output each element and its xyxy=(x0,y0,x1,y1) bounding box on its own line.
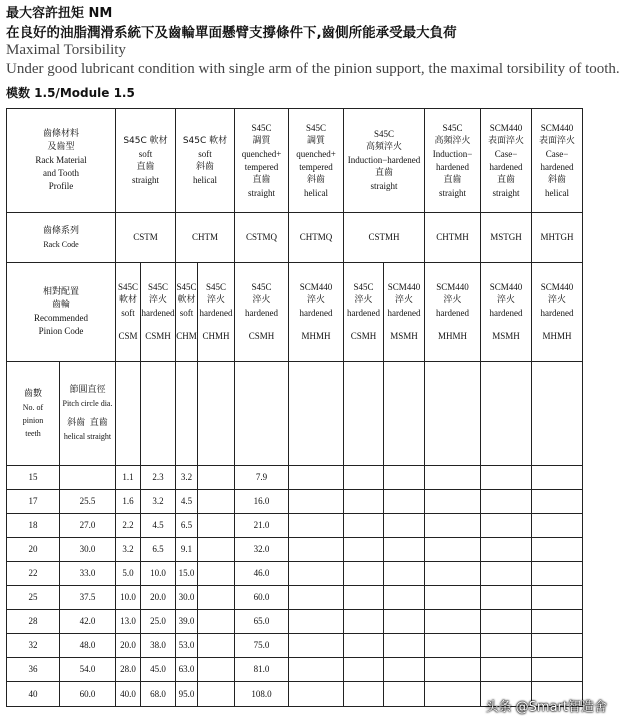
pinion-code: MHMH xyxy=(437,331,467,341)
torque-value: 46.0 xyxy=(235,562,289,586)
pinion-mat: SCM440 xyxy=(540,282,574,292)
teeth-value: 22 xyxy=(7,562,60,586)
material-line: S45C xyxy=(442,122,463,133)
torque-value: 30.0 xyxy=(176,586,198,610)
torque-value: 38.0 xyxy=(141,634,176,658)
torque-value: 1.1 xyxy=(116,466,141,490)
table-row xyxy=(7,514,583,538)
torque-value xyxy=(384,610,425,634)
material-line: 斜齒 xyxy=(547,174,566,185)
torque-value: 3.2 xyxy=(116,538,141,562)
pinion-treat: 淬火 xyxy=(496,295,515,305)
torque-value xyxy=(344,610,384,634)
pitch-label: 節圓直徑 Pitch circle dia. 斜齒 直齒 helical straight xyxy=(60,362,116,466)
material-line: 表面淬火 xyxy=(538,135,575,146)
material-cell xyxy=(289,109,344,213)
torque-value xyxy=(289,658,344,682)
pinion-row xyxy=(7,263,583,362)
page-title-cn: 最大容許扭矩 NM xyxy=(6,6,113,21)
pinion-treat-en: hardened xyxy=(199,308,233,318)
pinion-cell xyxy=(425,263,481,362)
pitch-value: 30.0 xyxy=(60,538,116,562)
torque-value xyxy=(384,490,425,514)
material-line: S45C xyxy=(305,122,326,133)
pinion-code-label: 相對配置 齒輪 Recommended Pinion Code xyxy=(7,263,116,362)
pinion-treat-en: soft xyxy=(121,308,135,318)
teeth-label: 齒數 No. of pinion teeth xyxy=(7,362,60,466)
pinion-treat: 淬火 xyxy=(206,295,225,305)
material-line: tempered xyxy=(299,161,333,172)
material-line: soft xyxy=(198,148,212,159)
torque-value xyxy=(481,610,532,634)
torque-value: 4.5 xyxy=(141,514,176,538)
torque-value xyxy=(344,538,384,562)
material-line: S45C xyxy=(373,129,394,139)
material-line: S45C xyxy=(251,122,272,133)
material-line: quenched+ xyxy=(296,148,336,159)
material-line: hardened xyxy=(436,161,469,172)
teeth-value: 36 xyxy=(7,658,60,682)
pinion-cell xyxy=(235,263,289,362)
torque-value: 25.0 xyxy=(141,610,176,634)
material-line: SCM440 xyxy=(540,122,574,133)
pinion-treat: 淬火 xyxy=(148,295,167,305)
torque-value xyxy=(198,562,235,586)
torque-value xyxy=(532,610,583,634)
torque-value xyxy=(425,466,481,490)
material-line: 直齒 xyxy=(496,174,515,185)
material-line: Case− xyxy=(545,148,569,159)
teeth-value: 25 xyxy=(7,586,60,610)
table-row xyxy=(7,538,583,562)
torque-value xyxy=(344,682,384,707)
material-line: S45C 軟材 xyxy=(182,135,228,146)
material-line: straight xyxy=(370,181,398,191)
pitch-value: 27.0 xyxy=(60,514,116,538)
pitch-value: 33.0 xyxy=(60,562,116,586)
teeth-value: 17 xyxy=(7,490,60,514)
pinion-cell xyxy=(198,263,235,362)
pinion-cell xyxy=(176,263,198,362)
torque-value xyxy=(198,538,235,562)
rack-code: CHTMQ xyxy=(289,213,344,263)
torque-value xyxy=(344,586,384,610)
torque-value xyxy=(481,466,532,490)
material-line: Induction− xyxy=(432,148,473,159)
torque-value xyxy=(289,538,344,562)
torque-value: 95.0 xyxy=(176,682,198,707)
torque-value xyxy=(384,466,425,490)
torque-value xyxy=(481,490,532,514)
teeth-value: 28 xyxy=(7,610,60,634)
page-title-en: Maximal Torsibility xyxy=(6,42,126,58)
table-row xyxy=(7,586,583,610)
torque-value xyxy=(532,514,583,538)
page-description-cn: 在良好的油脂潤滑系統下及齒輪單面懸臂支撐條件下,齒側所能承受最大負荷 xyxy=(6,25,457,41)
material-cell xyxy=(425,109,481,213)
torque-value: 39.0 xyxy=(176,610,198,634)
material-cell xyxy=(235,109,289,213)
pinion-code: MSMH xyxy=(492,331,520,341)
pinion-mat: SCM440 xyxy=(387,282,421,292)
torque-value xyxy=(344,658,384,682)
material-row xyxy=(7,109,583,213)
torque-value: 9.1 xyxy=(176,538,198,562)
torque-value: 10.0 xyxy=(141,562,176,586)
torque-value xyxy=(384,514,425,538)
pinion-cell xyxy=(116,263,141,362)
torque-value: 20.0 xyxy=(141,586,176,610)
torque-value xyxy=(289,586,344,610)
pinion-treat-en: hardened xyxy=(347,308,380,318)
pinion-code: MSMH xyxy=(390,331,418,341)
torque-value: 1.6 xyxy=(116,490,141,514)
pinion-code: CSMH xyxy=(248,331,275,341)
pinion-treat: 淬火 xyxy=(354,295,373,305)
torque-value: 2.2 xyxy=(116,514,141,538)
module-label: 模数 1.5/Module 1.5 xyxy=(6,86,135,100)
pinion-mat: SCM440 xyxy=(489,282,523,292)
torque-value: 4.5 xyxy=(176,490,198,514)
pinion-mat: S45C xyxy=(353,282,374,292)
torque-value xyxy=(198,586,235,610)
pitch-value: 48.0 xyxy=(60,634,116,658)
material-line: quenched+ xyxy=(241,148,282,159)
torque-value xyxy=(344,562,384,586)
pinion-mat: S45C xyxy=(205,282,226,292)
torque-value xyxy=(289,634,344,658)
pitch-value: 60.0 xyxy=(60,682,116,707)
rack-code: MSTGH xyxy=(481,213,532,263)
pinion-treat-en: hardened xyxy=(436,308,469,318)
torque-value: 60.0 xyxy=(235,586,289,610)
material-line: 斜齒 xyxy=(195,161,214,172)
torque-value xyxy=(532,466,583,490)
rack-code: MHTGH xyxy=(532,213,583,263)
torque-value xyxy=(198,466,235,490)
material-cell xyxy=(116,109,176,213)
data-body xyxy=(7,466,583,707)
material-line: straight xyxy=(132,174,159,185)
torque-value xyxy=(532,490,583,514)
pinion-code: MHMH xyxy=(542,331,572,341)
material-line: 表面淬火 xyxy=(487,135,524,146)
pinion-code: CHMH xyxy=(202,331,230,341)
torque-value xyxy=(344,634,384,658)
pinion-mat: S45C xyxy=(147,282,168,292)
torque-value: 81.0 xyxy=(235,658,289,682)
table-row xyxy=(7,634,583,658)
pitch-value: 37.5 xyxy=(60,586,116,610)
torque-value: 108.0 xyxy=(235,682,289,707)
pinion-mat: S45C xyxy=(176,282,197,292)
pinion-code: CSMH xyxy=(145,331,171,341)
torque-value xyxy=(532,658,583,682)
torque-value xyxy=(384,538,425,562)
pinion-mat: S45C xyxy=(251,282,272,292)
page-description-en: Under good lubricant condition with single arm of the pinion support, the maximal torsibility of tooth. xyxy=(6,61,620,77)
pinion-treat-en: hardened xyxy=(141,308,175,318)
pitch-value: 54.0 xyxy=(60,658,116,682)
material-line: straight xyxy=(492,187,520,198)
table-row xyxy=(7,490,583,514)
pinion-mat: S45C xyxy=(117,282,138,292)
rack-code: CSTM xyxy=(116,213,176,263)
torque-value xyxy=(344,466,384,490)
pinion-treat-en: soft xyxy=(179,308,194,318)
material-line: SCM440 xyxy=(489,122,523,133)
pinion-cell xyxy=(481,263,532,362)
watermark: 头条 @Smart智造舍 xyxy=(485,700,607,715)
torque-value xyxy=(289,466,344,490)
table-row xyxy=(7,658,583,682)
torque-value xyxy=(289,610,344,634)
torque-value: 16.0 xyxy=(235,490,289,514)
pitch-value xyxy=(60,466,116,490)
torque-value xyxy=(425,610,481,634)
material-cell xyxy=(532,109,583,213)
material-line: Induction−hardened xyxy=(347,155,421,165)
pinion-cell xyxy=(384,263,425,362)
pitch-value: 25.5 xyxy=(60,490,116,514)
pinion-treat: 淬火 xyxy=(306,295,325,305)
pinion-code: CSM xyxy=(118,331,138,341)
torque-value xyxy=(532,538,583,562)
pinion-code: CSMH xyxy=(350,331,377,341)
torque-value: 75.0 xyxy=(235,634,289,658)
material-line: tempered xyxy=(244,161,279,172)
pinion-treat-en: hardened xyxy=(489,308,523,318)
material-line: 直齒 xyxy=(252,174,271,185)
torque-value xyxy=(198,610,235,634)
torque-value xyxy=(198,514,235,538)
pinion-treat-en: hardened xyxy=(387,308,421,318)
torque-value xyxy=(425,538,481,562)
torque-value xyxy=(384,562,425,586)
table-row xyxy=(7,610,583,634)
pinion-treat: 淬火 xyxy=(252,295,271,305)
torque-value: 2.3 xyxy=(141,466,176,490)
torque-value xyxy=(532,586,583,610)
torque-value xyxy=(384,658,425,682)
pinion-code: MHMH xyxy=(301,331,331,341)
material-cell xyxy=(176,109,235,213)
pinion-code: CHM xyxy=(176,331,197,341)
torque-value xyxy=(481,658,532,682)
pinion-mat: SCM440 xyxy=(436,282,469,292)
torque-value xyxy=(425,658,481,682)
pinion-treat: 淬火 xyxy=(547,295,566,305)
torque-value: 68.0 xyxy=(141,682,176,707)
torque-value: 21.0 xyxy=(235,514,289,538)
torque-value: 3.2 xyxy=(176,466,198,490)
pinion-treat-en: hardened xyxy=(245,308,278,318)
pinion-treat: 淬火 xyxy=(394,295,413,305)
torque-value xyxy=(532,634,583,658)
teeth-value: 32 xyxy=(7,634,60,658)
torque-value xyxy=(481,538,532,562)
material-line: 高頻淬火 xyxy=(434,135,471,146)
pitch-value: 42.0 xyxy=(60,610,116,634)
material-line: 直齒 xyxy=(136,161,155,172)
teeth-value: 15 xyxy=(7,466,60,490)
torque-table xyxy=(6,108,583,707)
torque-value xyxy=(425,634,481,658)
table-row xyxy=(7,466,583,490)
teeth-value: 20 xyxy=(7,538,60,562)
torque-value xyxy=(289,514,344,538)
material-line: soft xyxy=(138,148,153,159)
rack-code: CSTMQ xyxy=(235,213,289,263)
torque-value xyxy=(481,562,532,586)
torque-value xyxy=(344,514,384,538)
torque-value xyxy=(289,682,344,707)
torque-value: 6.5 xyxy=(141,538,176,562)
torque-value: 10.0 xyxy=(116,586,141,610)
torque-value xyxy=(481,586,532,610)
torque-value: 65.0 xyxy=(235,610,289,634)
pinion-cell xyxy=(344,263,384,362)
pinion-treat: 淬火 xyxy=(443,295,462,305)
material-line: helical xyxy=(304,187,328,198)
rack-code: CHTM xyxy=(176,213,235,263)
material-line: 調質 xyxy=(306,135,325,146)
teeth-value: 40 xyxy=(7,682,60,707)
material-line: 高頻淬火 xyxy=(365,142,402,152)
torque-value xyxy=(425,562,481,586)
pinion-cell xyxy=(289,263,344,362)
material-cell xyxy=(344,109,425,213)
torque-value xyxy=(425,490,481,514)
torque-value xyxy=(198,682,235,707)
material-line: 斜齒 xyxy=(306,174,325,185)
torque-value: 40.0 xyxy=(116,682,141,707)
torque-value: 13.0 xyxy=(116,610,141,634)
material-cell xyxy=(481,109,532,213)
torque-value: 32.0 xyxy=(235,538,289,562)
torque-value: 5.0 xyxy=(116,562,141,586)
material-line: straight xyxy=(248,187,275,198)
torque-value xyxy=(198,634,235,658)
torque-value xyxy=(384,682,425,707)
torque-value xyxy=(198,658,235,682)
torque-value: 53.0 xyxy=(176,634,198,658)
material-line: hardened xyxy=(540,161,574,172)
pinion-cell xyxy=(532,263,583,362)
material-line: S45C 軟材 xyxy=(123,135,168,146)
torque-value: 28.0 xyxy=(116,658,141,682)
rack-code: CHTMH xyxy=(425,213,481,263)
material-line: helical xyxy=(545,187,569,198)
teeth-value: 18 xyxy=(7,514,60,538)
torque-value xyxy=(289,562,344,586)
rack-code: CSTMH xyxy=(344,213,425,263)
material-line: 調質 xyxy=(252,135,271,146)
pinion-treat: 軟材 xyxy=(177,295,196,305)
torque-value xyxy=(344,490,384,514)
pinion-treat-en: hardened xyxy=(540,308,574,318)
rack-code-label: 齒條系列 Rack Code xyxy=(7,213,116,263)
torque-value xyxy=(481,634,532,658)
material-line: Case− xyxy=(494,148,518,159)
torque-value xyxy=(384,634,425,658)
pinion-treat: 軟材 xyxy=(118,295,137,305)
torque-value xyxy=(532,562,583,586)
material-line: hardened xyxy=(489,161,523,172)
torque-value: 3.2 xyxy=(141,490,176,514)
pinion-cell xyxy=(141,263,176,362)
torque-value xyxy=(198,490,235,514)
torque-value xyxy=(425,682,481,707)
torque-value: 45.0 xyxy=(141,658,176,682)
rack-code-row xyxy=(7,213,583,263)
torque-value xyxy=(289,490,344,514)
torque-value xyxy=(425,586,481,610)
torque-value xyxy=(481,514,532,538)
torque-value xyxy=(384,586,425,610)
material-line: 直齒 xyxy=(374,168,393,178)
material-line: helical xyxy=(193,174,217,185)
torque-value: 20.0 xyxy=(116,634,141,658)
table-row xyxy=(7,562,583,586)
torque-value: 15.0 xyxy=(176,562,198,586)
pinion-mat: SCM440 xyxy=(299,282,333,292)
material-line: 直齒 xyxy=(443,174,462,185)
rack-material-label: 齒條材料 及齒型 Rack Material and Tooth Profile xyxy=(7,109,116,213)
torque-value xyxy=(425,514,481,538)
torque-value: 6.5 xyxy=(176,514,198,538)
pinion-treat-en: hardened xyxy=(299,308,333,318)
material-line: straight xyxy=(439,187,466,198)
teeth-header-row xyxy=(7,362,583,466)
torque-value: 63.0 xyxy=(176,658,198,682)
torque-value: 7.9 xyxy=(235,466,289,490)
